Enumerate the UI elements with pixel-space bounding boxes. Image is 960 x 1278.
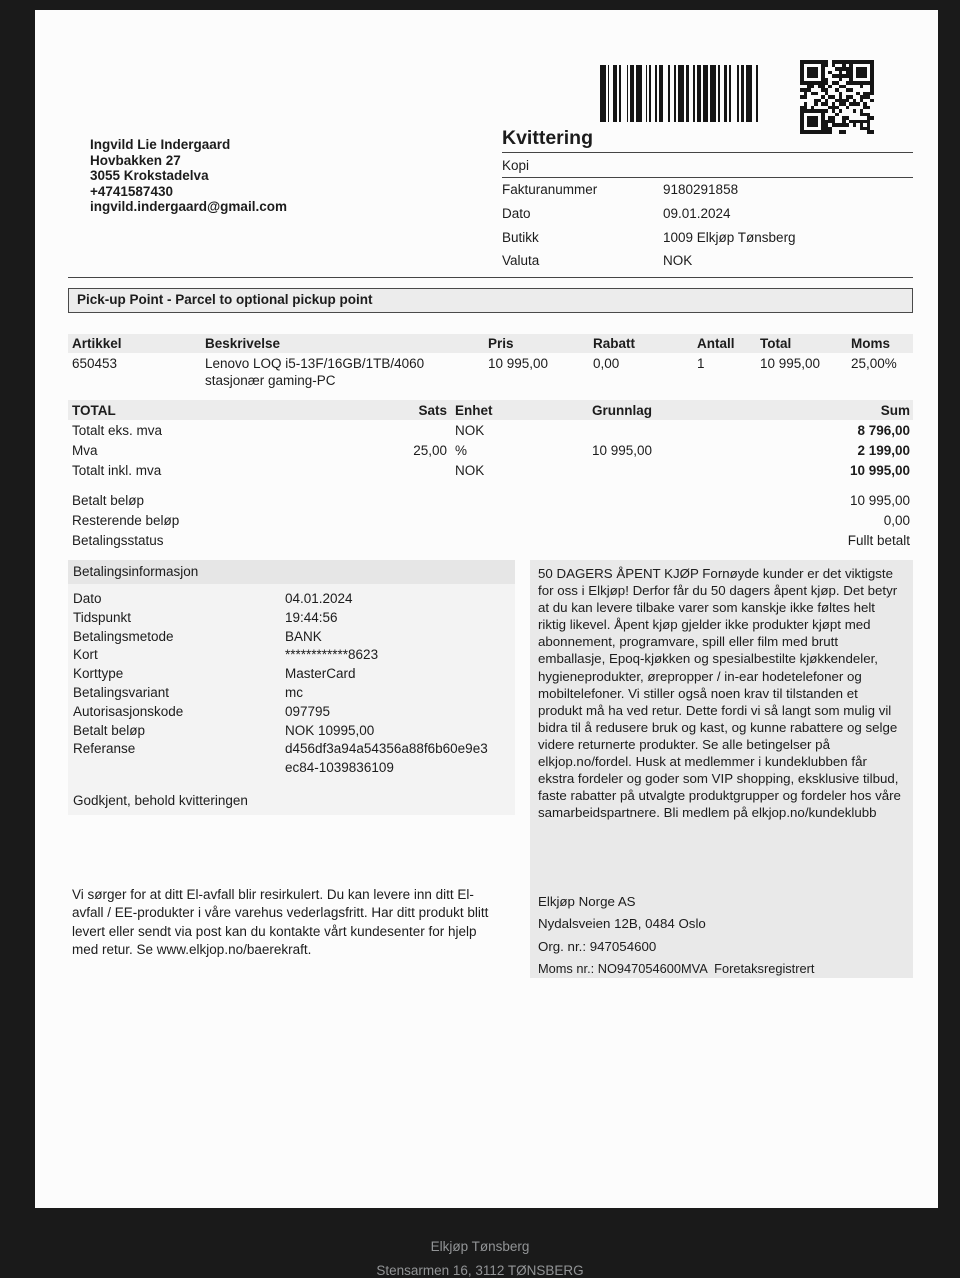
col-moms: Moms (851, 336, 891, 351)
payment-info-title: Betalingsinformasjon (68, 560, 515, 584)
item-rabatt: 0,00 (593, 356, 620, 371)
meta-value: 1009 Elkjøp Tønsberg (663, 229, 796, 245)
totals-row: Mva 25,00 % 10 995,00 2 199,00 (72, 442, 910, 458)
company-info (538, 894, 814, 983)
item-pris: 10 995,00 (488, 356, 549, 371)
meta-label: Dato (502, 206, 531, 222)
col-total: Total (760, 336, 792, 351)
receipt-title: Kvittering (502, 127, 594, 149)
meta-row (502, 249, 913, 273)
col-antall: Antall (697, 336, 735, 351)
payment-info-row: Kort ************8623 (73, 647, 379, 663)
company-address: Nydalsveien 12B, 0484 Oslo (538, 916, 706, 932)
payment-info-row: Korttype MasterCard (73, 666, 356, 682)
payment-summary-row: Betalingsstatus Fullt betalt (72, 532, 910, 548)
meta-value: 09.01.2024 (663, 206, 731, 222)
col-rabatt: Rabatt (593, 336, 636, 351)
meta-label: Butikk (502, 229, 539, 245)
meta-label: Valuta (502, 253, 540, 269)
payment-info-row: Dato 04.01.2024 (73, 591, 353, 606)
payment-summary-row: Betalt beløp 10 995,00 (72, 492, 910, 508)
meta-row (502, 202, 913, 226)
customer-phone: +4741587430 (90, 183, 173, 199)
meta-label: Fakturanummer (502, 182, 598, 198)
approval-note: Godkjent, behold kvitteringen (73, 793, 248, 808)
customer-city: 3055 Krokstadelva (90, 168, 209, 184)
item-beskrivelse: Lenovo LOQ i5-13F/16GB/1TB/4060 stasjonær gaming-PC (205, 356, 425, 388)
receipt-header (502, 127, 913, 273)
barcode (600, 65, 762, 122)
col-artikkel: Artikkel (72, 336, 122, 351)
meta-row (502, 178, 913, 202)
items-table-header (68, 334, 913, 353)
receipt-copy-label: Kopi (502, 158, 530, 173)
payment-info-row: Tidspunkt 19:44:56 (73, 609, 338, 625)
open-purchase-text: 50 DAGERS ÅPENT KJØP Fornøyde kunder er det viktigste for oss i Elkjøp! Derfor får du 50 dagers åpent kjøp. Det betyr at du kan levere tilbake varer som kanskje ikke føltes helt riktig likevel. Åpent kjøp gjelder ikke produkter kjøpt med abonnement, programvare, spill eller film med brutt emballasje, Epoq-kjøkken og spesialbestilte kjøkkendeler, hygieneprodukter, ørepropper / in-ear hodetelefoner og mobiltelefoner. Vi stiller også noen krav til tilstanden et produkt må ha ved retur. Dette fordi vi så langt som mulig vil bidra til å redusere bruk og kast, og kunne rabattere og selge videre returnerte produkter. Se alle betingelser på elkjop.no/fordel. Husk at medlemmer i kundeklubben får ekstra fordeler og goder som VIP shopping, eksklusive tilbud, faste rabatter på utvalgte produktgrupper og fordeler hos våre samarbeidspartnere. Bli medlem på elkjop.no/kundeklubb (538, 566, 901, 821)
customer-street: Hovbakken 27 (90, 152, 181, 168)
company-name: Elkjøp Norge AS (538, 894, 636, 909)
payment-info-row: Autorisasjonskode 097795 (73, 703, 331, 719)
customer-name: Ingvild Lie Indergaard (90, 137, 231, 152)
item-antall: 1 (697, 356, 705, 371)
payment-summary (68, 490, 913, 550)
payment-summary-row: Resterende beløp 0,00 (72, 512, 910, 528)
payment-info-row: Referanse d456df3a94a54356a88f6b60e9e3ec84-1039836109 (73, 741, 488, 776)
open-purchase-box (530, 560, 913, 978)
payment-info-row: Betalt beløp NOK 10995,00 (73, 722, 375, 738)
totals-table (68, 400, 913, 480)
recycling-note: Vi sørger for at ditt El-avfall blir resirkulert. Du kan levere inn ditt El-avfall / EE-produkter i våre varehus vederlagsfritt. Har ditt produkt blitt levert eller sendt via post kan du kontakte vårt kundesenter for hjelp med retur. Se www.elkjop.no/baerekraft. (72, 887, 489, 958)
meta-value: NOK (663, 253, 693, 269)
receipt-page (35, 10, 938, 1208)
col-beskrivelse: Beskrivelse (205, 336, 281, 351)
receipt-meta (502, 178, 913, 273)
meta-row (502, 225, 913, 249)
payment-info-box (68, 560, 515, 815)
item-artikkel: 650453 (72, 356, 118, 371)
totals-header: TOTAL Sats Enhet Grunnlag Sum (68, 400, 913, 420)
store-address-footer: Stensarmen 16, 3112 TØNSBERG (376, 1263, 584, 1278)
table-row (68, 356, 913, 389)
col-pris: Pris (488, 336, 514, 351)
qr-code (800, 60, 874, 134)
company-vat-number: Moms nr.: NO947054600MVA Foretaksregistrert (538, 960, 815, 976)
payment-info-rows (68, 584, 515, 778)
customer-email: ingvild.indergaard@gmail.com (90, 199, 287, 215)
meta-value: 9180291858 (663, 182, 739, 198)
divider-line (68, 277, 913, 278)
customer-address (90, 137, 287, 215)
company-org-number: Org. nr.: 947054600 (538, 938, 657, 954)
store-name-footer: Elkjøp Tønsberg (430, 1239, 530, 1254)
payment-info-row: Betalingsmetode BANK (73, 628, 322, 644)
item-moms: 25,00% (851, 356, 897, 371)
totals-row: Totalt inkl. mva NOK 10 995,00 (72, 462, 910, 478)
item-total: 10 995,00 (760, 356, 821, 371)
totals-row: Totalt eks. mva NOK 8 796,00 (72, 422, 910, 438)
pickup-point-banner: Pick-up Point - Parcel to optional pickup point (68, 288, 913, 313)
items-table (68, 334, 913, 389)
payment-info-row: Betalingsvariant mc (73, 684, 303, 700)
